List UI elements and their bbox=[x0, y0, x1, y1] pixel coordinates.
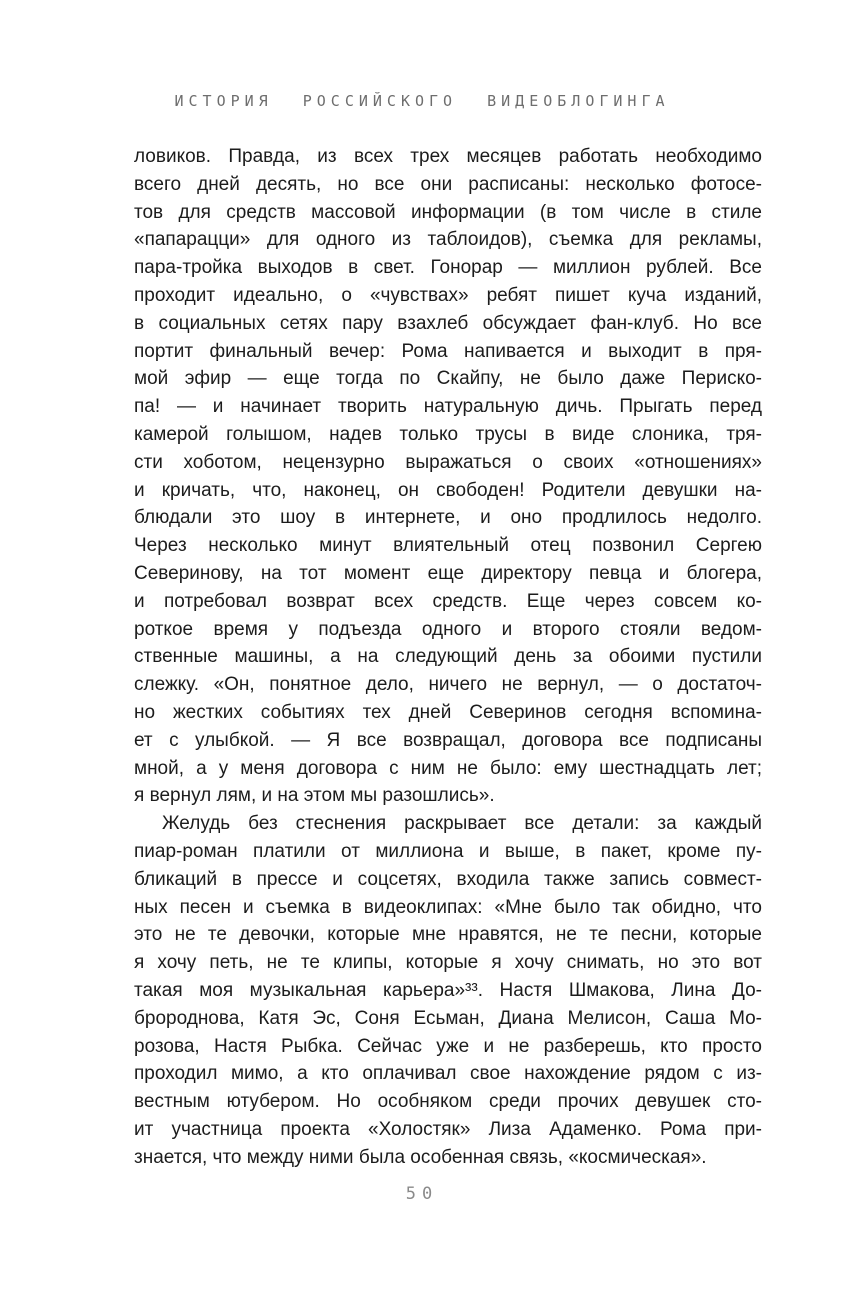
text-line: знается, что между ними была особенная связь, «космическая». bbox=[134, 1146, 707, 1168]
text-line: ловиков. Правда, из всех трех месяцев работать необходимо bbox=[134, 146, 762, 167]
text-line: роткое время у подъезда одного и второго стояли ведом- bbox=[134, 618, 762, 640]
text-line: бликаций в прессе и соцсетях, входила также запись совмест- bbox=[134, 868, 762, 890]
text-line: бророднова, Катя Эс, Соня Есьман, Диана Мелисон, Саша Мо- bbox=[134, 1007, 762, 1029]
text-line: такая моя музыкальная карьера»³³. Настя Шмакова, Лина До- bbox=[134, 979, 762, 1001]
text-line: проходил мимо, а кто оплачивал свое нахождение рядом с из- bbox=[134, 1063, 762, 1085]
text-line: и кричать, что, наконец, он свободен! Родители девушки на- bbox=[134, 479, 762, 501]
page-number: 50 bbox=[405, 1184, 439, 1204]
text-line: ит участница проекта «Холостяк» Лиза Адаменко. Рома при- bbox=[134, 1118, 762, 1140]
text-line: мой эфир — еще тогда по Скайпу, не было даже Периско- bbox=[134, 368, 762, 390]
text-line: но жестких событиях тех дней Северинов сегодня вспомина- bbox=[134, 701, 762, 723]
page-text bbox=[134, 143, 762, 1171]
text-line: пара-тройка выходов в свет. Гонорар — миллион рублей. Все bbox=[134, 257, 762, 279]
paragraph bbox=[134, 810, 762, 1171]
running-header: ИСТОРИЯ РОССИЙСКОГО ВИДЕОБЛОГИНГА bbox=[174, 92, 670, 110]
text-line: камерой голышом, надев только трусы в виде слоника, тря- bbox=[134, 423, 762, 445]
text-line: Через несколько минут влиятельный отец позвонил Сергею bbox=[134, 535, 762, 557]
paragraph bbox=[134, 143, 762, 810]
text-line: сти хоботом, нецензурно выражаться о своих «отношениях» bbox=[134, 451, 762, 473]
text-line: проходит идеально, о «чувствах» ребят пишет куча изданий, bbox=[134, 284, 762, 306]
text-line: «папарацци» для одного из таблоидов), съемка для рекламы, bbox=[134, 229, 762, 251]
text-line: в социальных сетях пару взахлеб обсуждает фан-клуб. Но все bbox=[134, 312, 762, 334]
text-line: портит финальный вечер: Рома напивается и выходит в пря- bbox=[134, 340, 762, 362]
text-line: ственные машины, а на следующий день за обоими пустили bbox=[134, 646, 762, 668]
text-line: па! — и начинает творить натуральную дичь. Прыгать перед bbox=[134, 396, 762, 418]
text-line: блюдали это шоу в интернете, и оно продлилось недолго. bbox=[134, 507, 762, 529]
text-line: розова, Настя Рыбка. Сейчас уже и не разберешь, кто просто bbox=[134, 1035, 762, 1057]
text-line: мной, а у меня договора с ним не было: ему шестнадцать лет; bbox=[134, 757, 762, 779]
text-line: вестным ютубером. Но особняком среди прочих девушек сто- bbox=[134, 1091, 762, 1113]
text-line: я хочу петь, не те клипы, которые я хочу снимать, но это вот bbox=[134, 952, 762, 974]
text-line: тов для средств массовой информации (в том числе в стиле bbox=[134, 201, 762, 223]
text-line: я вернул лям, и на этом мы разошлись». bbox=[134, 785, 495, 807]
text-line: ных песен и съемка в видеоклипах: «Мне было так обидно, что bbox=[134, 896, 762, 918]
text-line: это не те девочки, которые мне нравятся, не те песни, которые bbox=[134, 924, 762, 946]
text-line: Северинову, на тот момент еще директору певца и блогера, bbox=[134, 562, 762, 584]
text-line: слежку. «Он, понятное дело, ничего не вернул, — о достаточ- bbox=[134, 674, 762, 696]
text-line: пиар-роман платили от миллиона и выше, в пакет, кроме пу- bbox=[134, 840, 762, 862]
text-line: ет с улыбкой. — Я все возвращал, договора все подписаны bbox=[134, 729, 762, 751]
text-line: Желудь без стеснения раскрывает все детали: за каждый bbox=[162, 813, 762, 835]
text-line: всего дней десять, но все они расписаны: несколько фотосе- bbox=[134, 173, 762, 195]
text-line: и потребовал возврат всех средств. Еще через совсем ко- bbox=[134, 590, 762, 612]
